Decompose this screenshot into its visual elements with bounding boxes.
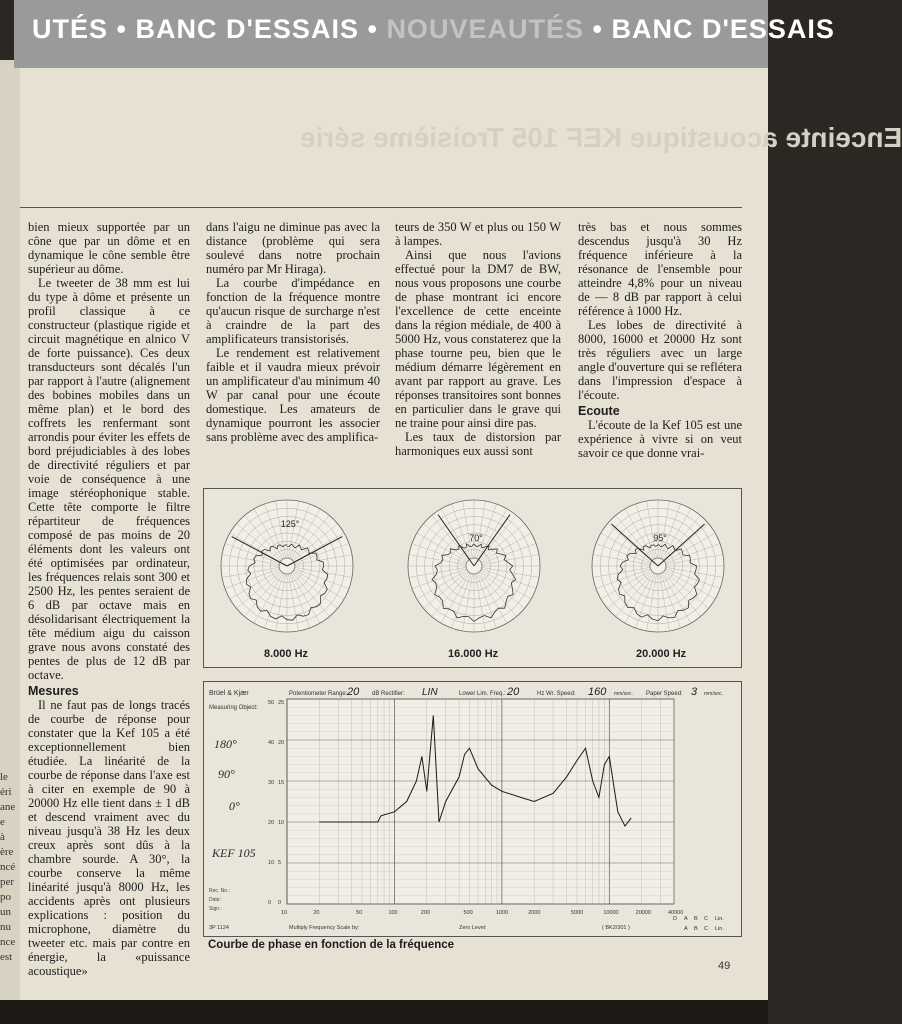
directivity-figure bbox=[203, 488, 742, 668]
frequency-tick-label: 100 bbox=[388, 910, 398, 916]
paper-speed-value: 3 bbox=[691, 686, 698, 698]
wr-speed-label: Hz Wr. Speed: bbox=[537, 691, 576, 697]
polar-plot-16000 bbox=[408, 500, 540, 632]
paragraph: teurs de 350 W et plus ou 150 W à lampes. bbox=[395, 220, 561, 248]
weighting-label: C bbox=[704, 916, 708, 922]
text-column-3 bbox=[395, 220, 561, 458]
frequency-axis bbox=[281, 910, 683, 916]
weighting-label: A bbox=[684, 916, 688, 922]
db-tick-inner: 10 bbox=[278, 820, 285, 826]
db-tick: 50 bbox=[268, 700, 275, 706]
db-tick: 30 bbox=[268, 780, 275, 786]
weighting-label: B bbox=[694, 916, 698, 922]
db-tick-inner: 20 bbox=[278, 740, 285, 746]
db-tick-inner: 15 bbox=[278, 780, 285, 786]
paragraph: Il ne faut pas de longs tracés de courbe de réponse pour constater que la Kef 105 a été exceptionnellement bien étudiée. La linéarité de la courbe de réponse dans l'axe est à citer en exemple de 90 à 20000 Hz elle tient dans ± 1 dB et descend vraiment avec du niveau jusqu'à 38 Hz les deux creux après sont dûs à la chambre sourde. A 30°, la courbe conserve la même linéarité jusqu'à 8000 Hz, les accidents après ont plusieurs explications : position du microphone, diamètre du tweeter etc. mais par contre en énergie, la «puissance acoustique» bbox=[28, 698, 190, 978]
section-header-band bbox=[14, 0, 835, 68]
frequency-tick-label: 500 bbox=[463, 910, 473, 916]
measuring-object-label: Measuring Object: bbox=[209, 705, 258, 711]
db-tick: 0 bbox=[268, 900, 272, 906]
paragraph: Les lobes de directivité à 8000, 16000 et 20000 Hz sont très réguliers avec un large angle d'ouverture qui se reflétera dans l'impression d'espace à l'écoute. bbox=[578, 318, 742, 402]
directivity-polar-plots bbox=[204, 489, 741, 667]
weighting-label: Lin. bbox=[715, 926, 724, 932]
section-header-text: UTÉS • BANC D'ESSAIS • NOUVEAUTÉS • BANC D'ESSAIS bbox=[32, 14, 835, 44]
side-label: Date: bbox=[209, 897, 221, 903]
previous-page-text: le éri ane e à ère ncé per po un nu nce est bbox=[0, 771, 16, 963]
weighting-label: A bbox=[684, 926, 688, 932]
frequency-tick-label: 20000 bbox=[635, 910, 651, 916]
text-column-4 bbox=[578, 220, 742, 460]
rectifier-label: dB Rectifier: bbox=[372, 691, 405, 697]
weighting-label: B bbox=[694, 926, 698, 932]
frequency-tick-label: 40000 bbox=[668, 910, 684, 916]
paragraph: Le rendement est relativement faible et il vaudra mieux prévoir un amplificateur d'au minimum 40 W par canal pour une écoute domestique. Les amateurs de dynamique pourront les associer sans problème avec des amplifica- bbox=[206, 346, 380, 444]
paragraph: Les taux de distorsion par harmoniques eux aussi sont bbox=[395, 430, 561, 458]
frequency-tick-label: 5000 bbox=[570, 910, 584, 916]
text-column-2 bbox=[206, 220, 380, 444]
db-tick-inner: 25 bbox=[278, 700, 285, 706]
polar-angle-label: 125° bbox=[280, 519, 300, 529]
polar-freq-label: 20.000 Hz bbox=[636, 648, 687, 660]
title-rule bbox=[20, 207, 742, 208]
chart-caption: Courbe de phase en fonction de la fréquence bbox=[208, 939, 455, 951]
frequency-tick-label: 20 bbox=[313, 910, 320, 916]
frequency-tick-label: 10000 bbox=[603, 910, 619, 916]
background-edge bbox=[0, 1000, 768, 1024]
chart-footer-code-left: 3P 1124 bbox=[209, 925, 229, 931]
side-label: Sign.: bbox=[209, 906, 222, 912]
chart-footer-scale: Multiply Frequency Scale by: bbox=[289, 925, 360, 931]
db-axis bbox=[268, 700, 284, 906]
weighting-label: C bbox=[704, 926, 708, 932]
db-tick: 10 bbox=[268, 860, 275, 866]
frequency-tick-label: 10 bbox=[281, 910, 288, 916]
weighting-label: D bbox=[673, 916, 677, 922]
chart-footer-code: ( BK2/301 ) bbox=[602, 925, 630, 931]
paragraph: L'écoute de la Kef 105 est une expérience à vivre si on veut savoir ce que donne vrai- bbox=[578, 418, 742, 460]
paragraph: bien mieux supportée par un cône que par un dôme et en dynamique le cône semble être supérieur au dôme. bbox=[28, 220, 190, 276]
heading-ecoute: Ecoute bbox=[578, 404, 620, 418]
heading-mesures: Mesures bbox=[28, 684, 79, 698]
chart-footer-zero: Zero Level: bbox=[459, 925, 487, 931]
paragraph: Ainsi que nous l'avions effectué pour la DM7 de BW, nous vous proposons une courbe de phase montrant ici encore l'excellence de cette enceinte dans la région médiale, de 400 à 5000 Hz, vous constaterez que la phase tourne peu, bien que le médium démarre légèrement en avant par rapport au grave. Les réponses transitoires sont bonnes en particulier dans le grave qui ne traine pour ainsi dire pas. bbox=[395, 248, 561, 430]
pot-range-value: 20 bbox=[347, 686, 360, 698]
db-tick-inner: 5 bbox=[278, 860, 282, 866]
handwritten-0: 0° bbox=[229, 799, 240, 813]
text-column-1 bbox=[28, 220, 190, 978]
polar-angle-label: 95° bbox=[653, 533, 667, 543]
pot-range-label: Potentiometer Range: bbox=[289, 691, 348, 697]
paper-speed-unit: mm/sec. bbox=[704, 691, 723, 697]
chart-brand: Brüel & Kjær bbox=[209, 690, 249, 697]
bleed-through-title: Enceinte acoustique KEF 105 Troisième série bbox=[300, 122, 902, 153]
polar-freq-label: 16.000 Hz bbox=[448, 648, 499, 660]
lower-lim-value: 20 bbox=[507, 686, 520, 698]
wr-speed-unit: mm/sec. bbox=[614, 691, 633, 697]
db-tick: 20 bbox=[268, 820, 275, 826]
frequency-tick-label: 2000 bbox=[528, 910, 541, 916]
db-tick-inner: 0 bbox=[278, 900, 282, 906]
db-tick: 40 bbox=[268, 740, 275, 746]
handwritten-90: 90° bbox=[218, 767, 235, 781]
polar-angle-label: 70° bbox=[469, 533, 483, 543]
lower-lim-label: Lower Lim. Freq.: bbox=[459, 691, 506, 697]
polar-freq-label: 8.000 Hz bbox=[264, 648, 309, 660]
paragraph: Le tweeter de 38 mm est lui du type à dôme et présente un profil classique à ce constructeur (plastique rigide et circuit magnétique en alnico V de forte puissance). Ces deux transducteurs sont décalés l'un par rapport à l'autre (alignement des bobines mobiles dans un même plan) et le bord des coffrets les renfermant sont arrondis pour éviter les effets de bord préjudiciables à des lobes de directivité réguliers et par voie de conséquence à une image stéréophonique stable. Cette tête comporte le filtre répartiteur de fréquences composé de pas moins de 20 éléments dont les valeurs ont été optimisées par ordinateur, les fréquences relais sont 300 et 2500 Hz, les pentes seraient de 6 dB par octave mais en désolidarisant électriquement la tête médium aigu du caisson grave nous avons constaté des pentes de plus de 12 dB par octave. bbox=[28, 276, 190, 682]
page-number: 49 bbox=[718, 960, 731, 972]
polar-plot-20000 bbox=[592, 500, 724, 632]
paper-speed-label: Paper Speed: bbox=[646, 691, 683, 697]
weighting-labels bbox=[673, 916, 724, 932]
handwritten-180: 180° bbox=[214, 737, 237, 751]
frequency-tick-label: 1000 bbox=[495, 910, 509, 916]
paragraph: La courbe d'impédance en fonction de la fréquence montre qu'aucun risque de surcharge n'est à craindre de la part des amplificateurs transistorisés. bbox=[206, 276, 380, 346]
side-label: Rec. No.: bbox=[209, 888, 230, 894]
phase-chart bbox=[204, 682, 741, 936]
phase-chart-figure bbox=[203, 681, 742, 937]
rectifier-value: LIN bbox=[422, 687, 438, 698]
frequency-tick-label: 50 bbox=[356, 910, 363, 916]
frequency-tick-label: 200 bbox=[420, 910, 430, 916]
weighting-label: Lin. bbox=[715, 916, 724, 922]
wr-speed-value: 160 bbox=[588, 686, 607, 698]
paragraph: très bas et nous sommes descendus jusqu'à 30 Hz fréquence inférieure à la résonance de l'ensemble pour atteindre 4,8% pour un niveau de — 8 dB par rapport à celui référence à 1000 Hz. bbox=[578, 220, 742, 318]
paragraph: dans l'aigu ne diminue pas avec la distance (problème qui sera soulevé dans notre prochain numéro par Mr Hiraga). bbox=[206, 220, 380, 276]
handwritten-model: KEF 105 bbox=[212, 846, 256, 860]
